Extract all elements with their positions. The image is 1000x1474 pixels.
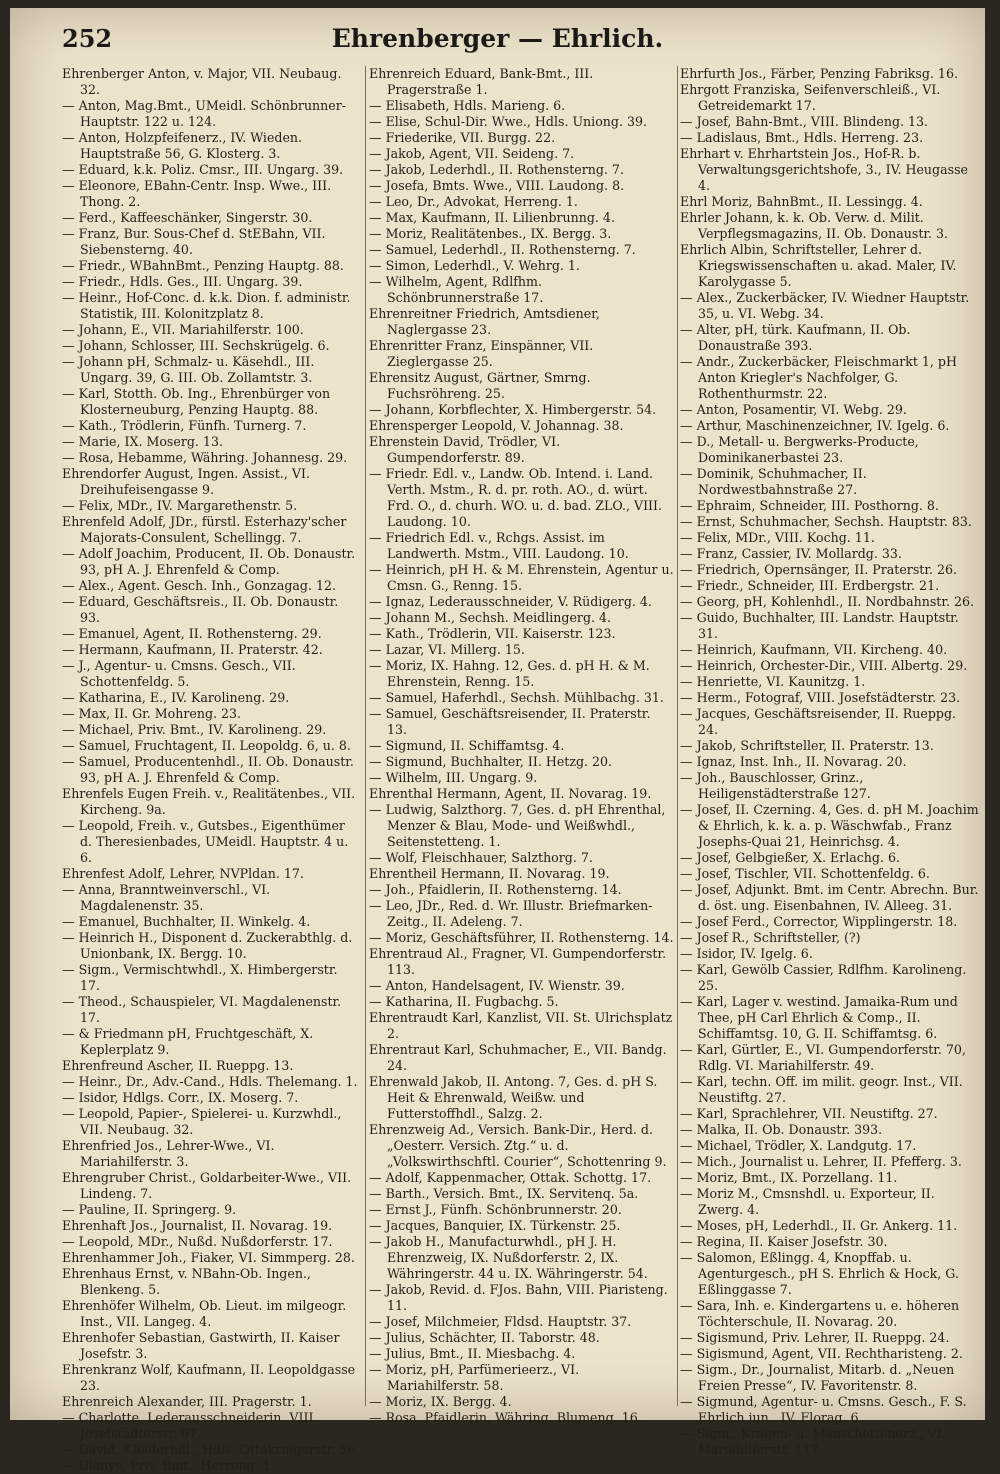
directory-entry: — Dominik, Schuhmacher, II. Nordwestbahnstraße 27. — [680, 466, 867, 497]
column-divider — [677, 66, 678, 1406]
directory-entry: — Friedrich, Opernsänger, II. Praterstr. 26. — [680, 562, 958, 577]
directory-entry: — Marie, IX. Moserg. 13. — [62, 434, 223, 449]
directory-entry: — Max, II. Gr. Mohreng. 23. — [62, 706, 242, 721]
directory-entry: — Karl, Gürtler, E., VI. Gumpendorferstr. 70, Rdlg. VI. Mariahilferstr. 49. — [680, 1042, 966, 1073]
directory-entry: — Karl, Lager v. westind. Jamaika-Rum und Thee, pH Carl Ehrlich & Comp., II. Schiffamtsg. 10, G. II. Schiffamtsg. 6. — [680, 994, 958, 1041]
directory-entry: — Georg, pH, Kohlenhdl., II. Nordbahnstr. 26. — [680, 594, 975, 609]
directory-entry: Ehrendorfer August, Ingen. Assist., VI. Dreihufeisengasse 9. — [62, 466, 310, 497]
directory-entry: Ehrenthal Hermann, Agent, II. Novarag. 19. — [369, 786, 652, 801]
column-3 — [680, 66, 980, 1457]
directory-entry: — Alex., Agent. Gesch. Inh., Gonzagag. 12. — [62, 578, 336, 593]
directory-entry: — Sara, Inh. e. Kindergartens u. e. höheren Töchterschule, II. Novarag. 20. — [680, 1298, 960, 1329]
directory-entry: Ehrenfeld Adolf, JDr., fürstl. Esterhazy'scher Majorats-Consulent, Schellingg. 7. — [62, 514, 347, 545]
directory-entry: — Heinrich, Orchester-Dir., VIII. Albertg. 29. — [680, 658, 968, 673]
directory-entry: — J., Agentur- u. Cmsns. Gesch., VII. Schottenfeldg. 5. — [62, 658, 296, 689]
directory-entry: — Henriette, VI. Kaunitzg. 1. — [680, 674, 866, 689]
directory-entry: — Kath., Trödlerin, Fünfh. Turnerg. 7. — [62, 418, 307, 433]
directory-entry: — Sigm., Vermischtwhdl., X. Himbergerstr. 17. — [62, 962, 338, 993]
directory-entry: — Anton, Mag.Bmt., UMeidl. Schönbrunner-Hauptstr. 122 u. 124. — [62, 98, 347, 129]
page-header — [10, 22, 985, 62]
directory-entry: — Barth., Versich. Bmt., IX. Servitenq. 5a. — [369, 1186, 639, 1201]
directory-entry: — Josef, Gelbgießer, X. Erlachg. 6. — [680, 850, 900, 865]
directory-entry: — Johann M., Sechsh. Meidlingerg. 4. — [369, 610, 612, 625]
directory-entry: — Friedrich Edl. v., Rchgs. Assist. im Landwerth. Mstm., VIII. Laudong. 10. — [369, 530, 629, 561]
directory-entry: — Mich., Journalist u. Lehrer, II. Pfefferg. 3. — [680, 1154, 962, 1169]
directory-entry: — Josefa, Bmts. Wwe., VIII. Laudong. 8. — [369, 178, 625, 193]
directory-entry: — & Friedmann pH, Fruchtgeschäft, X. Keplerplatz 9. — [62, 1026, 314, 1057]
directory-entry: — Julius, Schächter, II. Taborstr. 48. — [369, 1330, 600, 1345]
directory-entry: — Julius, Bmt., II. Miesbachg. 4. — [369, 1346, 576, 1361]
directory-entry: — Eleonore, EBahn-Centr. Insp. Wwe., III. Thong. 2. — [62, 178, 332, 209]
directory-entry: — Adolf, Kappenmacher, Ottak. Schottg. 17. — [369, 1170, 652, 1185]
directory-entry: — Isidor, Hdlgs. Corr., IX. Moserg. 7. — [62, 1090, 299, 1105]
column-1 — [62, 66, 360, 1473]
directory-entry: — Leopold, MDr., Nußd. Nußdorferstr. 17. — [62, 1234, 333, 1249]
directory-entry: — Jakob, Revid. d. FJos. Bahn, VIII. Piaristeng. 11. — [369, 1282, 668, 1313]
column-divider — [365, 66, 366, 1406]
directory-entry: — Ignaz, Inst. Inh., II. Novarag. 20. — [680, 754, 907, 769]
directory-entry: Ehrensperger Leopold, V. Johannag. 38. — [369, 418, 624, 433]
running-head: Ehrenberger — Ehrlich. — [331, 24, 664, 53]
directory-entry: — Sigm., Dr., Journalist, Mitarb. d. „Neuen Freien Presse“, IV. Favoritenstr. 8. — [680, 1362, 955, 1393]
directory-entry: — Alter, pH, türk. Kaufmann, II. Ob. Donaustraße 393. — [680, 322, 911, 353]
directory-entry: — Joh., Pfaidlerin, II. Rothensterng. 14. — [369, 882, 622, 897]
directory-entry: — Leo, Dr., Advokat, Herreng. 1. — [369, 194, 578, 209]
directory-entry: — Moriz, Bmt., IX. Porzellang. 11. — [680, 1170, 898, 1185]
directory-entry: — Karl, Sprachlehrer, VII. Neustiftg. 27. — [680, 1106, 938, 1121]
directory-entry: — Sigmund, Agentur- u. Cmsns. Gesch., F. S. Ehrlich jun., IV. Florag. 6. — [680, 1394, 967, 1425]
directory-entry: — Ernst J., Fünfh. Schönbrunnerstr. 20. — [369, 1202, 622, 1217]
directory-entry: — Johann, Korbflechter, X. Himbergerstr. 54. — [369, 402, 657, 417]
directory-entry: — Herm., Fotograf, VIII. Josefstädterstr. 23. — [680, 690, 961, 705]
directory-entry: — Elise, Schul-Dir. Wwe., Hdls. Uniong. 39. — [369, 114, 647, 129]
directory-entry: Ehrentraudt Karl, Kanzlist, VII. St. Ulrichsplatz 2. — [369, 1010, 673, 1041]
directory-entry: Ehrenzweig Ad., Versich. Bank-Dir., Herd. d. „Oesterr. Versich. Ztg.“ u. d. „Volkswirthschftl. Courier“, Schottenring 9. — [369, 1122, 667, 1169]
directory-entry: — Ephraim, Schneider, III. Posthorng. 8. — [680, 498, 939, 513]
directory-entry: — Ludwig, Salzthorg. 7, Ges. d. pH Ehrenthal, Menzer & Blau, Mode- und Weißwhdl., Seitenstetteng. 1. — [369, 802, 666, 849]
directory-entry: — Sigismund, Agent, VII. Rechtharisteng. 2. — [680, 1346, 963, 1361]
directory-entry: Ehrenhöfer Wilhelm, Ob. Lieut. im milgeogr. Inst., VII. Langeg. 4. — [62, 1298, 347, 1329]
directory-entry: Ehrenreich Alexander, III. Pragerstr. 1. — [62, 1394, 312, 1409]
directory-entry: — Friedr., WBahnBmt., Penzing Hauptg. 88. — [62, 258, 344, 273]
directory-entry: — Johann pH, Schmalz- u. Käsehdl., III. Ungarg. 39, G. III. Ob. Zollamtstr. 3. — [62, 354, 315, 385]
directory-entry: — Moriz, Geschäftsführer, II. Rothensterng. 14. — [369, 930, 674, 945]
directory-entry: Ehrenfels Eugen Freih. v., Realitätenbes., VII. Kircheng. 9a. — [62, 786, 356, 817]
directory-entry: Ehrler Johann, k. k. Ob. Verw. d. Milit. Verpflegsmagazins, II. Ob. Donaustr. 3. — [680, 210, 949, 241]
directory-entry: — Anton, Holzpfeifenerz., IV. Wieden. Hauptstraße 56, G. Klosterg. 3. — [62, 130, 303, 161]
directory-entry: — Friedr., Hdls. Ges., III. Ungarg. 39. — [62, 274, 303, 289]
directory-entry: — Michael, Priv. Bmt., IV. Karolineng. 29. — [62, 722, 327, 737]
directory-entry: — Theod., Schauspieler, VI. Magdalenenstr. 17. — [62, 994, 342, 1025]
directory-entry: — Josef, Tischler, VII. Schottenfeldg. 6. — [680, 866, 930, 881]
directory-entry: — Elisabeth, Hdls. Marieng. 6. — [369, 98, 566, 113]
directory-entry: — Josef R., Schriftsteller, (?) — [680, 930, 861, 945]
directory-entry: — Heinr., Hof-Conc. d. k.k. Dion. f. administr. Statistik, III. Kolonitzplatz 8. — [62, 290, 351, 321]
directory-entry: — Eduard, Geschäftsreis., II. Ob. Donaustr. 93. — [62, 594, 339, 625]
directory-entry: — Regina, II. Kaiser Josefstr. 30. — [680, 1234, 888, 1249]
directory-entry: — Felix, MDr., VIII. Kochg. 11. — [680, 530, 875, 545]
directory-entry: — Eduard, k.k. Poliz. Cmsr., III. Ungarg. 39. — [62, 162, 344, 177]
directory-entry: — Arthur, Maschinenzeichner, IV. Igelg. 6. — [680, 418, 950, 433]
directory-entry: — Samuel, Haferhdl., Sechsh. Mühlbachg. 31. — [369, 690, 664, 705]
directory-entry: Ehrenreich Eduard, Bank-Bmt., III. Pragerstraße 1. — [369, 66, 594, 97]
directory-entry: Ehrenberger Anton, v. Major, VII. Neubaug. 32. — [62, 66, 342, 97]
directory-entry: — Moses, pH, Lederhdl., II. Gr. Ankerg. 11. — [680, 1218, 958, 1233]
directory-entry: — Jakob H., Manufacturwhdl., pH J. H. Ehrenzweig, IX. Nußdorferstr. 2, IX. Währingerstr. 44 u. IX. Währingerstr. 54. — [369, 1234, 648, 1281]
directory-entry: — Heinrich H., Disponent d. Zuckerabthlg. d. Unionbank, IX. Bergg. 10. — [62, 930, 353, 961]
directory-entry: — Sigmund, Buchhalter, II. Hetzg. 20. — [369, 754, 613, 769]
directory-entry: — Moriz, Realitätenbes., IX. Bergg. 3. — [369, 226, 612, 241]
directory-entry: — Ernst, Schuhmacher, Sechsh. Hauptstr. 83. — [680, 514, 972, 529]
directory-entry: — Alex., Zuckerbäcker, IV. Wiedner Hauptstr. 35, u. VI. Webg. 34. — [680, 290, 970, 321]
directory-entry: — Sigm., Kragen- u. Manschettenerz., VI. Mariahilferstr. 117. — [680, 1426, 946, 1457]
directory-entry: Ehrentheil Hermann, II. Novarag. 19. — [369, 866, 610, 881]
directory-entry: — David, Kleiderhdl., Hdls. Ottakringerstr. 56. — [62, 1442, 360, 1457]
directory-entry: — Heinrich, Kaufmann, VII. Kircheng. 40. — [680, 642, 948, 657]
directory-entry: — Moriz, IX. Hahng. 12, Ges. d. pH H. & M. Ehrenstein, Renng. 15. — [369, 658, 650, 689]
directory-entry: — Dionys, Priv. Bmt., Herreng. 1. — [62, 1458, 275, 1473]
directory-entry: — Ferd., Kaffeeschänker, Singerstr. 30. — [62, 210, 313, 225]
directory-entry: — Samuel, Geschäftsreisender, II. Praterstr. 13. — [369, 706, 651, 737]
directory-entry: — Anton, Posamentir, VI. Webg. 29. — [680, 402, 907, 417]
directory-entry: — Karl, Gewölb Cassier, Rdlfhm. Karolineng. 25. — [680, 962, 967, 993]
directory-entry: — Wilhelm, Agent, Rdlfhm. Schönbrunnerstraße 17. — [369, 274, 544, 305]
directory-entry: — Jacques, Geschäftsreisender, II. Rueppg. 24. — [680, 706, 957, 737]
directory-entry: — Jakob, Schriftsteller, II. Praterstr. 13. — [680, 738, 934, 753]
directory-entry: — Leopold, Papier-, Spielerei- u. Kurzwhdl., VII. Neubaug. 32. — [62, 1106, 342, 1137]
directory-entry: — Karl, Stotth. Ob. Ing., Ehrenbürger von Klosterneuburg, Penzing Hauptg. 88. — [62, 386, 331, 417]
directory-entry: — Franz, Cassier, IV. Mollardg. 33. — [680, 546, 902, 561]
directory-entry: Ehrgott Franziska, Seifenverschleiß., VI. Getreidemarkt 17. — [680, 82, 941, 113]
directory-entry: Ehrenstein David, Trödler, VI. Gumpendorferstr. 89. — [369, 434, 561, 465]
directory-entry: — Wilhelm, III. Ungarg. 9. — [369, 770, 538, 785]
directory-entry: — Samuel, Lederhdl., II. Rothensterng. 7. — [369, 242, 636, 257]
directory-entry: — Joh., Bauschlosser, Grinz., Heiligenstädterstraße 127. — [680, 770, 871, 801]
directory-entry: Ehrensitz August, Gärtner, Smrng. Fuchsröhreng. 25. — [369, 370, 591, 401]
directory-entry: Ehrentraut Karl, Schuhmacher, E., VII. Bandg. 24. — [369, 1042, 667, 1073]
directory-entry: — Pauline, II. Springerg. 9. — [62, 1202, 237, 1217]
directory-entry: — Katharina, II. Fugbachg. 5. — [369, 994, 559, 1009]
directory-entry: Ehrengruber Christ., Goldarbeiter-Wwe., VII. Lindeng. 7. — [62, 1170, 352, 1201]
directory-entry: — D., Metall- u. Bergwerks-Producte, Dominikanerbastei 23. — [680, 434, 919, 465]
directory-entry: — Andr., Zuckerbäcker, Fleischmarkt 1, pH Anton Kriegler's Nachfolger, G. Rothenthurmstr. 22. — [680, 354, 957, 401]
directory-entry: — Samuel, Fruchtagent, II. Leopoldg. 6, u. 8. — [62, 738, 351, 753]
directory-entry: — Sigmund, II. Schiffamtsg. 4. — [369, 738, 565, 753]
directory-entry: — Simon, Lederhdl., V. Wehrg. 1. — [369, 258, 580, 273]
directory-entry: — Leopold, Freih. v., Gutsbes., Eigenthümer d. Theresienbades, UMeidl. Hauptstr. 4 u. 6. — [62, 818, 349, 865]
directory-entry: — Lazar, VI. Millerg. 15. — [369, 642, 525, 657]
directory-entry: Ehrenritter Franz, Einspänner, VII. Zieglergasse 25. — [369, 338, 594, 369]
directory-entry: — Max, Kaufmann, II. Lilienbrunng. 4. — [369, 210, 615, 225]
directory-entry: Ehrentraud Al., Fragner, VI. Gumpendorferstr. 113. — [369, 946, 667, 977]
directory-entry: — Salomon, Eßlingg. 4, Knopffab. u. Agenturgesch., pH S. Ehrlich & Hock, G. Eßlinggasse 7. — [680, 1250, 959, 1297]
directory-entry: — Adolf Joachim, Producent, II. Ob. Donaustr. 93, pH A. J. Ehrenfeld & Comp. — [62, 546, 356, 577]
directory-entry: — Moriz M., Cmsnshdl. u. Exporteur, II. Zwerg. 4. — [680, 1186, 935, 1217]
directory-entry: — Rosa, Pfaidlerin, Währing. Blumeng. 16. — [369, 1410, 642, 1425]
directory-entry: Ehrenreitner Friedrich, Amtsdiener, Naglergasse 23. — [369, 306, 600, 337]
directory-entry: — Emanuel, Agent, II. Rothensterng. 29. — [62, 626, 322, 641]
directory-entry: — Moriz, pH, Parfümerieerz., VI. Mariahilferstr. 58. — [369, 1362, 580, 1393]
directory-entry: Ehrenfest Adolf, Lehrer, NVPldan. 17. — [62, 866, 304, 881]
directory-entry: — Kath., Trödlerin, VII. Kaiserstr. 123. — [369, 626, 616, 641]
directory-entry: — Samuel, Producentenhdl., II. Ob. Donaustr. 93, pH A. J. Ehrenfeld & Comp. — [62, 754, 354, 785]
directory-entry: — Johann, Schlosser, III. Sechskrügelg. 6. — [62, 338, 330, 353]
directory-entry: — Katharina, E., IV. Karolineng. 29. — [62, 690, 290, 705]
directory-entry: — Ignaz, Lederausschneider, V. Rüdigerg. 4. — [369, 594, 652, 609]
directory-entry: — Karl, techn. Off. im milit. geogr. Inst., VII. Neustiftg. 27. — [680, 1074, 963, 1105]
directory-entry: Ehrenwald Jakob, II. Antong. 7, Ges. d. pH S. Heit & Ehrenwald, Weißw. und Futterstoffhdl., Salzg. 2. — [369, 1074, 658, 1121]
directory-entry: — Guido, Buchhalter, III. Landstr. Hauptstr. 31. — [680, 610, 959, 641]
directory-entry: Ehrenfried Jos., Lehrer-Wwe., VI. Mariahilferstr. 3. — [62, 1138, 275, 1169]
directory-entry: — Leo, JDr., Red. d. Wr. Illustr. Briefmarken-Zeitg., II. Adeleng. 7. — [369, 898, 653, 929]
directory-entry: Ehrenfreund Ascher, II. Rueppg. 13. — [62, 1058, 294, 1073]
directory-entry: — Jakob, Lederhdl., II. Rothensterng. 7. — [369, 162, 624, 177]
directory-entry: — Friederike, VII. Burgg. 22. — [369, 130, 556, 145]
directory-entry: — Heinrich, pH H. & M. Ehrenstein, Agentur u. Cmsn. G., Renng. 15. — [369, 562, 674, 593]
directory-entry: — Josef, Milchmeier, Fldsd. Hauptstr. 37. — [369, 1314, 632, 1329]
directory-entry: Ehrenhofer Sebastian, Gastwirth, II. Kaiser Josefstr. 3. — [62, 1330, 340, 1361]
directory-entry: — Michael, Trödler, X. Landgutg. 17. — [680, 1138, 917, 1153]
directory-entry: Ehrlich Albin, Schriftsteller, Lehrer d. Kriegswissenschaften u. akad. Maler, IV. Karolygasse 5. — [680, 242, 957, 289]
directory-entry: Ehrfurth Jos., Färber, Penzing Fabriksg. 16. — [680, 66, 958, 81]
directory-entry: Ehrenkranz Wolf, Kaufmann, II. Leopoldgasse 23. — [62, 1362, 356, 1393]
directory-entry: — Jakob, Agent, VII. Seideng. 7. — [369, 146, 575, 161]
directory-entry: — Isidor, IV. Igelg. 6. — [680, 946, 813, 961]
directory-entry: Ehrhart v. Ehrhartstein Jos., Hof-R. b. Verwaltungsgerichtshofe, 3., IV. Heugasse 4. — [680, 146, 968, 193]
directory-entry: — Friedr. Edl. v., Landw. Ob. Intend. i. Land. Verth. Mstm., R. d. pr. roth. AO., d. würt. Frd. O., d. churh. WO. u. d. bad. ZLO., VIII. Laudong. 10. — [369, 466, 662, 529]
directory-entry: Ehrenhaus Ernst, v. NBahn-Ob. Ingen., Blenkeng. 5. — [62, 1266, 311, 1297]
directory-entry: — Moriz, IX. Bergg. 4. — [369, 1394, 512, 1409]
directory-entry: — Charlotte, Lederausschneiderin, VIII. Josefstädterstr. 67. — [62, 1410, 318, 1441]
directory-entry: — Sigismund, Priv. Lehrer, II. Rueppg. 24. — [680, 1330, 950, 1345]
directory-entry: — Felix, MDr., IV. Margarethenstr. 5. — [62, 498, 298, 513]
column-2 — [369, 66, 674, 1425]
directory-entry: — Emanuel, Buchhalter, II. Winkelg. 4. — [62, 914, 311, 929]
directory-entry: — Wolf, Fleischhauer, Salzthorg. 7. — [369, 850, 593, 865]
directory-entry: — Anna, Branntweinverschl., VI. Magdalenenstr. 35. — [62, 882, 271, 913]
directory-entry: — Jacques, Banquier, IX. Türkenstr. 25. — [369, 1218, 621, 1233]
directory-entry: — Franz, Bur. Sous-Chef d. StEBahn, VII. Siebensterng. 40. — [62, 226, 326, 257]
directory-entry: — Josef, II. Czerning. 4, Ges. d. pH M. Joachim & Ehrlich, k. k. a. p. Wäschwfab., Franz Josephs-Quai 21, Heinrichsg. 4. — [680, 802, 979, 849]
directory-entry: — Rosa, Hebamme, Währing. Johannesg. 29. — [62, 450, 348, 465]
directory-entry: — Ladislaus, Bmt., Hdls. Herreng. 23. — [680, 130, 924, 145]
directory-entry: — Malka, II. Ob. Donaustr. 393. — [680, 1122, 883, 1137]
directory-entry: — Josef, Adjunkt. Bmt. im Centr. Abrechn. Bur. d. öst. ung. Eisenbahnen, IV. Alleeg. 31. — [680, 882, 979, 913]
directory-entry: — Anton, Handelsagent, IV. Wienstr. 39. — [369, 978, 625, 993]
directory-entry: Ehrenhaft Jos., Journalist, II. Novarag. 19. — [62, 1218, 333, 1233]
directory-entry: — Josef Ferd., Corrector, Wipplingerstr. 18. — [680, 914, 958, 929]
directory-page — [10, 8, 985, 1473]
directory-entry: — Johann, E., VII. Mariahilferstr. 100. — [62, 322, 304, 337]
directory-entry: Ehrenhammer Joh., Fiaker, VI. Simmperg. 28. — [62, 1250, 355, 1265]
directory-entry: — Josef, Bahn-Bmt., VIII. Blindeng. 13. — [680, 114, 929, 129]
directory-entry: — Friedr., Schneider, III. Erdbergstr. 21. — [680, 578, 940, 593]
directory-entry: — Hermann, Kaufmann, II. Praterstr. 42. — [62, 642, 323, 657]
directory-entry: Ehrl Moriz, BahnBmt., II. Lessingg. 4. — [680, 194, 923, 209]
directory-entry: — Heinr., Dr., Adv.-Cand., Hdls. Thelemang. 1. — [62, 1074, 358, 1089]
page-number: 252 — [62, 24, 113, 53]
